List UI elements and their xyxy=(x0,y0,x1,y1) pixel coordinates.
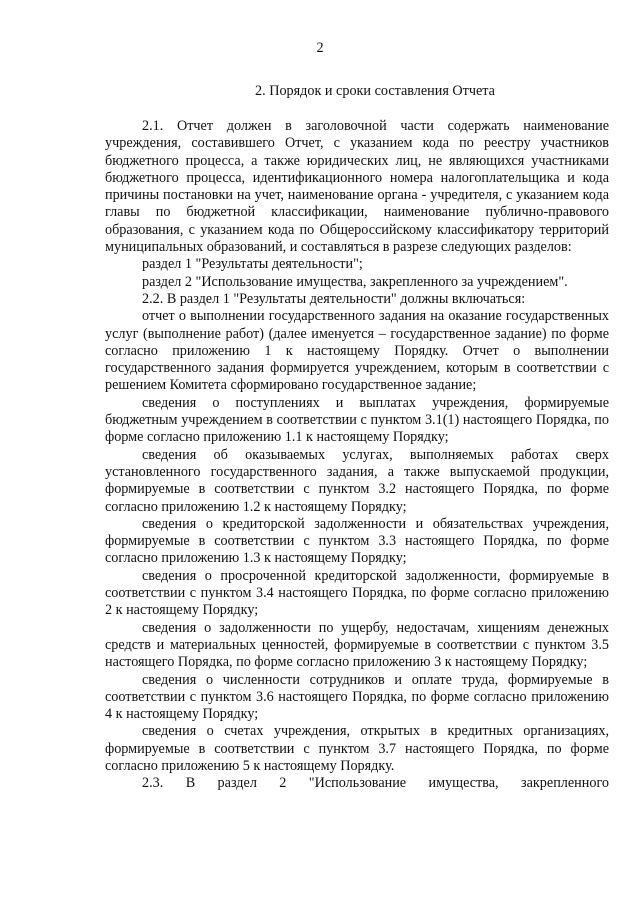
page-number: 2 xyxy=(316,40,324,56)
paragraph-damage-debt: сведения о задолженности по ущербу, недостачам, хищениям денежных средств и материальных ценностей, формируемые в соответствии с пунктом 3.5 настоящего Порядка, по форме согласно приложению 3 к настоящему Порядку; xyxy=(105,619,609,671)
paragraph-2-3: 2.3. В раздел 2 "Использование имущества, закрепленного xyxy=(142,775,609,792)
paragraph-state-task-report: отчет о выполнении государственного задания на оказание государственных услуг (выполнение работ) (далее именуется – государственное задание) по форме согласно приложению 1 к настоящему Порядку. Отчет о выполнении государственного задания формируется учреждением, которым в соответствии с решением Комитета сформировано государственное задание; xyxy=(105,308,609,394)
paragraph-overdue-debt: сведения о просроченной кредиторской задолженности, формируемые в соответствии с пунктом 3.4 настоящего Порядка, по форме согласно приложению 2 к настоящему Порядку; xyxy=(105,567,609,619)
paragraph-services-works: сведения об оказываемых услугах, выполняемых работах сверх установленного государственного задания, а также выпускаемой продукции, формируемые в соответствии с пунктом 3.2 настоящего Порядка, по форме согласно приложению 1.2 к настоящему Порядку; xyxy=(105,446,609,515)
paragraph-2-2: 2.2. В раздел 1 "Результаты деятельности" должны включаться: xyxy=(142,290,526,307)
paragraph-section-2: раздел 2 "Использование имущества, закрепленного за учреждением". xyxy=(142,273,568,290)
document-body xyxy=(105,118,609,793)
paragraph-2-1: 2.1. Отчет должен в заголовочной части содержать наименование учреждения, составившего Отчет, с указанием кода по реестру участников бюджетного процесса, а также юридических лиц, не являющихся участниками бюджетного процесса, идентификационного номера налогоплательщика и кода причины постановки на учет, наименование органа - учредителя, с указанием кода главы по бюджетной классификации, наименование публично-правового образования, с указанием кода по Общероссийскому классификатору территорий муниципальных образований, и составляться в разрезе следующих разделов: xyxy=(105,118,609,256)
paragraph-staff-pay: сведения о численности сотрудников и оплате труда, формируемые в соответствии с пунктом 3.6 настоящего Порядка, по форме согласно приложению 4 к настоящему Порядку; xyxy=(105,671,609,723)
paragraph-section-1: раздел 1 "Результаты деятельности"; xyxy=(142,256,363,273)
paragraph-bank-accounts: сведения о счетах учреждения, открытых в кредитных организациях, формируемые в соответствии с пунктом 3.7 настоящего Порядка, по форме согласно приложению 5 к настоящему Порядку. xyxy=(105,723,609,774)
section-heading: 2. Порядок и сроки составления Отчета xyxy=(255,83,495,99)
paragraph-receipts-payments: сведения о поступлениях и выплатах учреждения, формируемые бюджетным учреждением в соответствии с пунктом 3.1(1) настоящего Порядка, по форме согласно приложению 1.1 к настоящему Порядку; xyxy=(105,394,609,446)
paragraph-creditor-debt: сведения о кредиторской задолженности и обязательствах учреждения, формируемые в соответствии с пунктом 3.3 настоящего Порядка, по форме согласно приложению 1.3 к настоящему Порядку; xyxy=(105,515,609,567)
